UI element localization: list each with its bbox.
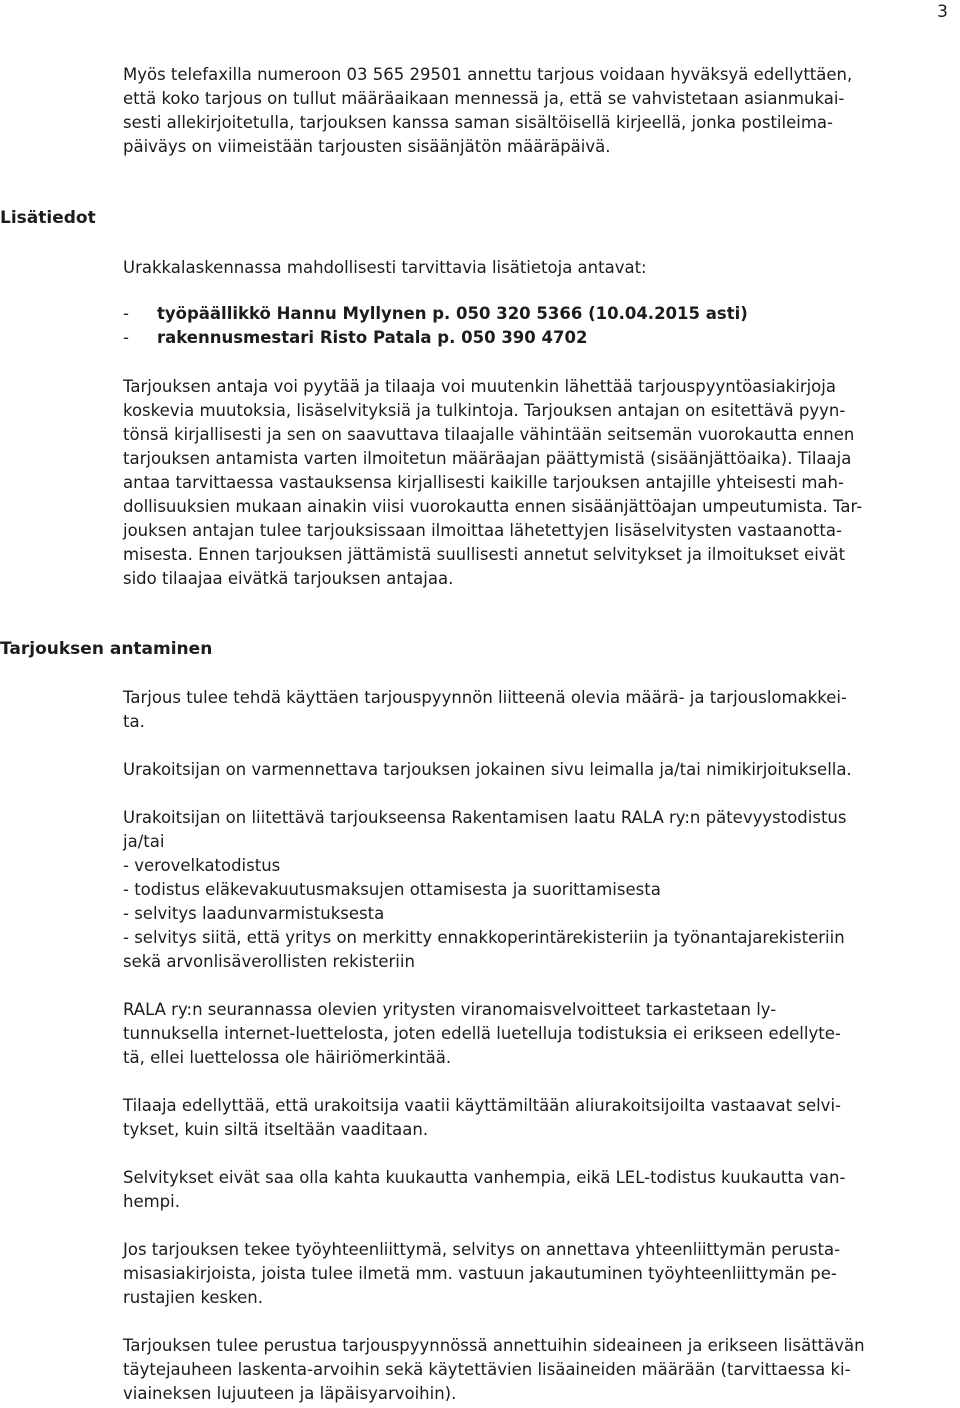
text-line: Jos tarjouksen tekee työyhteenliittymä, selvitys on annettava yhteenliittymän perusta- [123, 1240, 841, 1259]
text-line: Tarjouksen antaja voi pyytää ja tilaaja voi muutenkin lähettää tarjouspyyntöasiakirjoja [123, 377, 836, 396]
text-line: Urakkalaskennassa mahdollisesti tarvittavia lisätietoja antavat: [123, 258, 647, 277]
text-line: täytejauheen laskenta-arvoihin sekä käytettävien lisäaineiden määrään (tarvittaessa ki- [123, 1360, 851, 1379]
text-line: koskevia muutoksia, lisäselvityksiä ja tulkintoja. Tarjouksen antajan on esitettävä pyyn- [123, 401, 846, 420]
page-number: 3 [937, 2, 948, 22]
text-line: sido tilaajaa eivätkä tarjouksen antajaa. [123, 569, 454, 588]
section-heading-lisatiedot: Lisätiedot [0, 208, 96, 228]
list-dash: - [123, 328, 129, 347]
text-line: hempi. [123, 1192, 180, 1211]
text-line: tykset, kuin siltä itseltään vaaditaan. [123, 1120, 429, 1139]
antaminen-paragraph-4 [123, 998, 953, 1070]
text-line: misasiakirjoista, joista tulee ilmetä mm. vastuun jakautuminen työyhteenliittymän pe- [123, 1264, 837, 1283]
antaminen-paragraph-8 [123, 1334, 953, 1406]
antaminen-paragraph-5 [123, 1094, 953, 1142]
text-line: tunnuksella internet-luettelosta, joten edellä luetelluja todistuksia ei erikseen edellyte- [123, 1024, 841, 1043]
antaminen-paragraph-2 [123, 758, 953, 782]
text-line: jouksen antajan tulee tarjouksissaan ilmoittaa lähetettyjen lisäselvitysten vastaanotta- [123, 521, 842, 540]
contact-text: rakennusmestari Risto Patala p. 050 390 4702 [157, 328, 588, 347]
text-line: päiväys on viimeistään tarjousten sisäänjätön määräpäivä. [123, 137, 611, 156]
antaminen-paragraph-1 [123, 686, 953, 734]
text-line: että koko tarjous on tullut määräaikaan mennessä ja, että se vahvistetaan asianmukai- [123, 89, 845, 108]
text-line: RALA ry:n seurannassa olevien yritysten viranomaisvelvoitteet tarkastetaan ly- [123, 1000, 777, 1019]
contact-item [123, 304, 748, 323]
text-line: sesti allekirjoitetulla, tarjouksen kanssa saman sisältöisellä kirjeellä, jonka postileima- [123, 113, 833, 132]
text-line: rustajien kesken. [123, 1288, 263, 1307]
text-line: - selvitys laadunvarmistuksesta [123, 904, 385, 923]
text-line: Tarjouksen tulee perustua tarjouspyynnössä annettuihin sideaineen ja erikseen lisättävän [123, 1336, 865, 1355]
text-line: tarjouksen antamista varten ilmoitetun määräajan päättymistä (sisäänjättöaika). Tilaaja [123, 449, 852, 468]
text-line: tönsä kirjallisesti ja sen on saavuttava tilaajalle vähintään seitsemän vuorokautta ennen [123, 425, 855, 444]
text-line: viaineksen lujuuteen ja läpäisyarvoihin). [123, 1384, 457, 1403]
text-line: Tilaaja edellyttää, että urakoitsija vaatii käyttämiltään aliurakoitsijoilta vastaavat selvi- [123, 1096, 841, 1115]
text-line: - verovelkatodistus [123, 856, 281, 875]
text-line: dollisuuksien mukaan ainakin viisi vuorokautta ennen sisäänjättöajan umpeutumista. Tar- [123, 497, 863, 516]
text-line: ja/tai [123, 832, 165, 851]
text-line: Tarjous tulee tehdä käyttäen tarjouspyynnön liitteenä olevia määrä- ja tarjouslomakkei- [123, 688, 847, 707]
antaminen-paragraph-7 [123, 1238, 953, 1310]
contact-text: työpäällikkö Hannu Myllynen p. 050 320 5366 (10.04.2015 asti) [157, 304, 748, 323]
text-line: ta. [123, 712, 145, 731]
list-dash: - [123, 304, 129, 323]
text-line: tä, ellei luettelossa ole häiriömerkintää. [123, 1048, 452, 1067]
intro-paragraph [123, 63, 953, 159]
antaminen-paragraph-3 [123, 806, 953, 974]
antaminen-paragraph-6 [123, 1166, 953, 1214]
text-line: sekä arvonlisäverollisten rekisteriin [123, 952, 415, 971]
text-line: Urakoitsijan on varmennettava tarjouksen jokainen sivu leimalla ja/tai nimikirjoituksella. [123, 760, 852, 779]
contact-item [123, 328, 587, 347]
text-line: Myös telefaxilla numeroon 03 565 29501 annettu tarjous voidaan hyväksyä edellyttäen, [123, 65, 853, 84]
lisatiedot-paragraph [123, 375, 953, 591]
text-line: antaa tarvittaessa vastauksensa kirjallisesti kaikille tarjouksen antajille yhteisesti mah- [123, 473, 844, 492]
text-line: misesta. Ennen tarjouksen jättämistä suullisesti annetut selvitykset ja ilmoitukset eivät [123, 545, 846, 564]
section-heading-tarjouksen-antaminen: Tarjouksen antaminen [0, 639, 213, 659]
text-line: - selvitys siitä, että yritys on merkitty ennakkoperintärekisteriin ja työnantajarekisteriin [123, 928, 845, 947]
text-line: Urakoitsijan on liitettävä tarjoukseensa Rakentamisen laatu RALA ry:n pätevyystodistus [123, 808, 847, 827]
lisatiedot-intro [123, 256, 953, 280]
text-line: - todistus eläkevakuutusmaksujen ottamisesta ja suorittamisesta [123, 880, 661, 899]
text-line: Selvitykset eivät saa olla kahta kuukautta vanhempia, eikä LEL-todistus kuukautta van- [123, 1168, 846, 1187]
